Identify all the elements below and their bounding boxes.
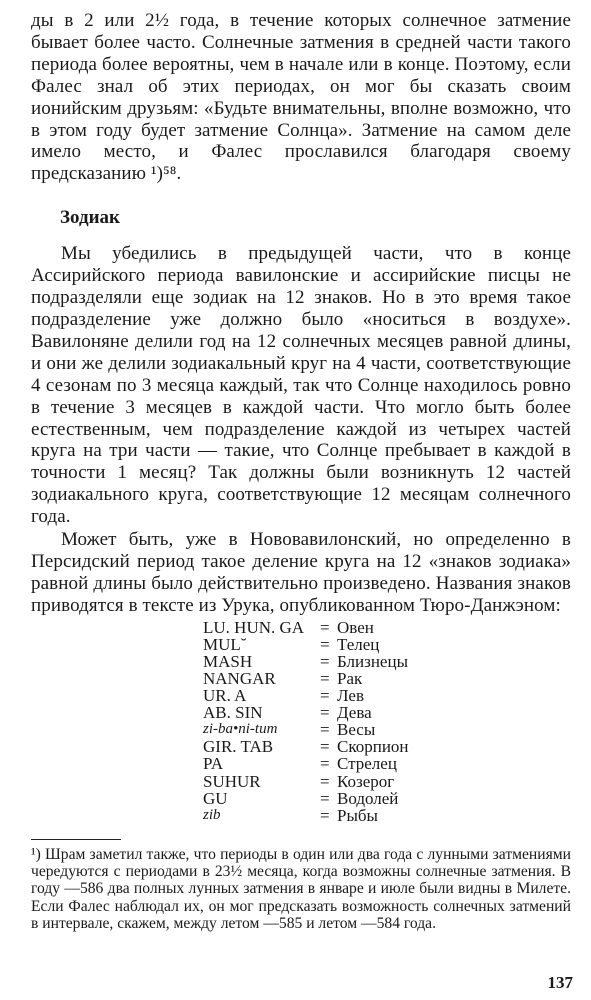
sign-name: Водолей <box>337 788 399 808</box>
equals-sign: = <box>320 617 330 637</box>
sign-code: UR. A <box>203 686 247 706</box>
zodiac-sign-row <box>203 619 571 636</box>
sign-code: LU. HUN. GA <box>203 617 305 637</box>
sign-name: Лев <box>337 686 364 706</box>
zodiac-signs-table <box>203 619 571 824</box>
paragraph-uruk-text: Может быть, уже в Нововавилонский, но определенно в Персидский период такое деление круга на 12 «знаков зодиака» равной длины было действительно произведено. Названия знаков приводятся в тексте из Урука, опубликованном Тюро-Данжэном: <box>31 529 571 616</box>
page-number: 137 <box>547 973 573 992</box>
sign-code: zi-ba•ni-tum <box>203 721 278 738</box>
sign-name: Стрелец <box>337 754 397 774</box>
zodiac-sign-row <box>203 755 571 772</box>
sign-code: SUHUR <box>203 771 261 791</box>
sign-name: Телец <box>337 634 380 654</box>
equals-sign: = <box>320 686 330 706</box>
sign-code: GU <box>203 788 228 808</box>
footnote-divider <box>31 839 121 840</box>
paragraph-zodiac-division: Мы убедились в предыдущей части, что в конце Ассирийского периода вавилонские и ассирийские писцы не подразделяли еще зодиак на 12 знаков. Но в это время такое подразделение уже должно было «носиться в воздухе». Вавилоняне делили год на 12 солнечных месяцев равной длины, и они же делили зодиакальный круг на 4 части, соответствующие 4 сезонам по 3 месяца каждый, так что Солнце находилось ровно в течение 3 месяцев в каждой части. Что могло быть более естественным, чем подразделение каждой из четырех частей круга на три части — такие, что Солнце пребывает в каждой в точности 1 месяц? Так должны были возникнуть 12 частей зодиакального круга, соответствующие 12 месяцам солнечного года. <box>31 243 571 528</box>
sign-name: Близнецы <box>337 651 408 671</box>
zodiac-sign-row <box>203 738 571 755</box>
sign-name: Козерог <box>337 771 395 791</box>
equals-sign: = <box>320 651 330 671</box>
zodiac-sign-row <box>203 670 571 687</box>
zodiac-sign-row <box>203 636 571 653</box>
sign-code: NANGAR <box>203 668 276 688</box>
equals-sign: = <box>320 703 330 723</box>
zodiac-sign-row <box>203 704 571 721</box>
equals-sign: = <box>320 668 330 688</box>
zodiac-sign-row <box>203 773 571 790</box>
zodiac-sign-row <box>203 687 571 704</box>
sign-name: Рыбы <box>337 805 378 825</box>
sign-code: AB. SIN <box>203 703 263 723</box>
sign-name: Дева <box>337 703 372 723</box>
footnote-text: ¹) Шрам заметил также, что периоды в один или два года с лунными затмениями чередуются с периодами в 23½ месяца, когда возможны солнечные затмения. В году —586 два полных лунных затмения в январе и июле были видны в Милете. Если Фалес наблюдал их, он мог предсказать возможность солнечных затмений в интервале, скажем, между летом —585 и летом —584 года. <box>31 845 571 932</box>
sign-code: GIR. TAB <box>203 737 274 757</box>
sign-code: PA <box>203 754 224 774</box>
equals-sign: = <box>320 720 330 740</box>
zodiac-sign-row <box>203 653 571 670</box>
equals-sign: = <box>320 788 330 808</box>
sign-name: Весы <box>337 720 376 740</box>
zodiac-sign-row <box>203 790 571 807</box>
equals-sign: = <box>320 634 330 654</box>
zodiac-sign-row <box>203 721 571 738</box>
paragraph-continuation: ды в 2 или 2½ года, в течение которых солнечное затмение бывает более часто. Солнечные затмения в средней части такого периода более вероятны, чем в начале или в конце. Поэтому, если Фалес знал об этих периодах, он мог бы сказать своим ионийским друзьям: «Будьте внимательны, вполне возможно, что в этом году будет затмение Солнца». Затмение на самом деле имело место, и Фалес прославился благодаря своему предсказанию ¹)⁵⁸. <box>31 10 571 185</box>
equals-sign: = <box>320 737 330 757</box>
sign-code: zib <box>203 806 221 823</box>
section-heading: Зодиак <box>60 207 120 229</box>
equals-sign: = <box>320 805 330 825</box>
sign-code: MUL˘ <box>203 634 247 654</box>
equals-sign: = <box>320 754 330 774</box>
zodiac-sign-row <box>203 807 571 824</box>
sign-name: Рак <box>337 668 363 688</box>
sign-name: Овен <box>337 617 374 637</box>
sign-code: MASH <box>203 651 253 671</box>
sign-name: Скорпион <box>337 737 409 757</box>
equals-sign: = <box>320 771 330 791</box>
